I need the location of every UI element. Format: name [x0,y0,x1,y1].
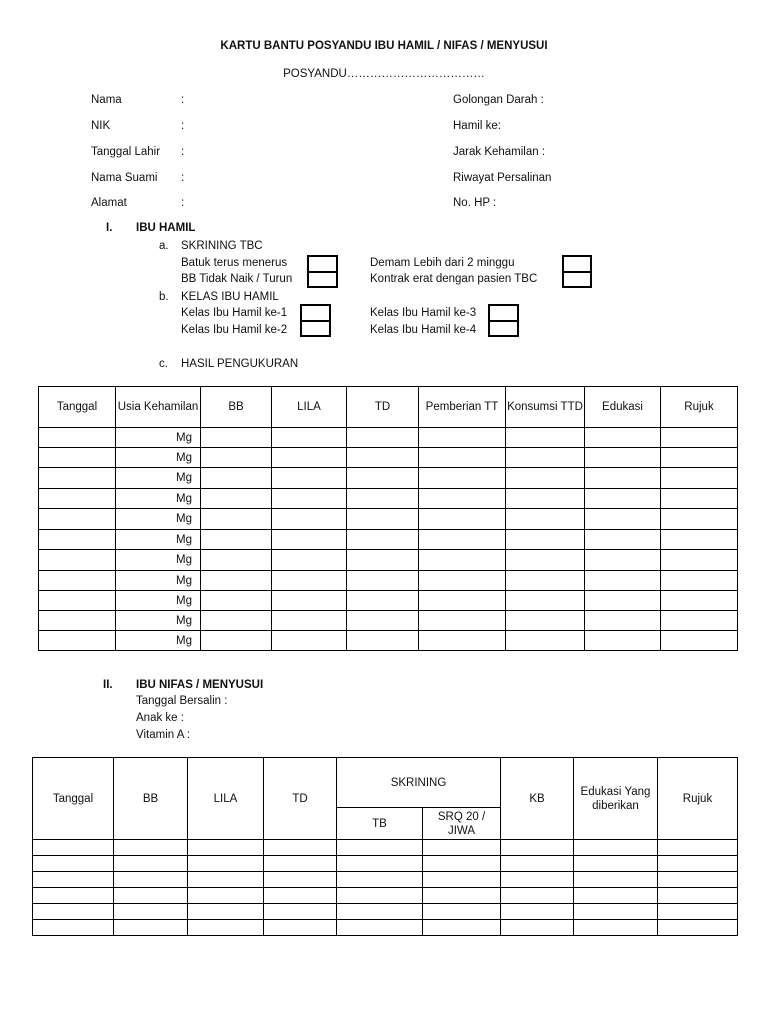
usia-kehamilan-cell[interactable]: Mg [116,428,201,448]
table-cell[interactable] [419,489,506,509]
colon-alamat: : [181,197,185,209]
label-nama-suami: Nama Suami [91,172,158,184]
t2-header-lila: LILA [188,758,264,840]
table-cell[interactable] [574,904,658,920]
table-cell[interactable] [574,888,658,904]
table-cell[interactable] [272,611,347,631]
table-cell[interactable] [658,856,738,872]
table-cell[interactable] [272,428,347,448]
table-cell[interactable] [419,591,506,611]
table-cell[interactable] [661,468,738,489]
table-cell[interactable] [585,631,661,651]
table-cell[interactable] [39,611,116,631]
table-cell[interactable] [264,888,337,904]
table-cell[interactable] [661,489,738,509]
table-cell[interactable] [506,591,585,611]
colon-tanggal-lahir: : [181,146,185,158]
table-cell[interactable] [661,611,738,631]
table-cell[interactable] [114,840,188,856]
table-cell[interactable] [337,920,423,936]
table-cell[interactable] [501,904,574,920]
label-jarak-kehamilan: Jarak Kehamilan : [453,146,546,158]
table-cell[interactable] [337,904,423,920]
table-cell[interactable] [264,840,337,856]
table-cell[interactable] [347,550,419,571]
table-cell[interactable] [585,591,661,611]
header-tanggal: Tanggal [39,387,116,428]
table-cell[interactable] [272,530,347,550]
table-cell[interactable] [201,550,272,571]
table-cell[interactable] [506,530,585,550]
table-cell[interactable] [337,872,423,888]
table-cell[interactable] [39,448,116,468]
table-cell[interactable] [114,872,188,888]
tbc-bb: BB Tidak Naik / Turun [181,273,293,285]
table-row [39,468,738,489]
table-cell[interactable] [658,920,738,936]
t2-subheader-srq: SRQ 20 / JIWA [423,808,501,840]
table-cell[interactable] [419,509,506,530]
label-hamil-ke: Hamil ke: [453,120,501,132]
table-cell[interactable] [501,872,574,888]
table-cell[interactable] [585,550,661,571]
hasil-pengukuran-title: HASIL PENGUKURAN [181,358,299,370]
table-cell[interactable] [501,888,574,904]
table-cell[interactable] [419,550,506,571]
header-bb: BB [201,387,272,428]
table-cell[interactable] [272,468,347,489]
table-cell[interactable] [337,888,423,904]
table-cell[interactable] [501,840,574,856]
table-cell[interactable] [33,856,114,872]
table-cell[interactable] [188,840,264,856]
table-cell[interactable] [661,631,738,651]
label-riwayat-persalinan: Riwayat Persalinan [453,172,552,184]
usia-kehamilan-cell[interactable]: Mg [116,631,201,651]
table-cell[interactable] [347,530,419,550]
table-row [39,428,738,448]
table-cell[interactable] [272,591,347,611]
table-row [39,530,738,550]
table-cell[interactable] [347,509,419,530]
checkbox-tbc-bb[interactable] [307,271,338,288]
table-cell[interactable] [33,904,114,920]
table-cell[interactable] [574,920,658,936]
item-c-label: c. [159,358,168,370]
vitamin-a-label: Vitamin A : [136,729,191,741]
table-cell[interactable] [661,448,738,468]
table-cell[interactable] [419,448,506,468]
header-konsumsi-ttd: Konsumsi TTD [506,387,585,428]
item-b-label: b. [159,291,169,303]
table-cell[interactable] [506,468,585,489]
table-cell[interactable] [272,448,347,468]
table-cell[interactable] [658,904,738,920]
table-cell[interactable] [114,920,188,936]
posyandu-line: POSYANDU……………………………… [283,68,485,80]
checkbox-kelas-2[interactable] [300,320,331,337]
table-cell[interactable] [501,920,574,936]
table-cell[interactable] [337,856,423,872]
table-cell[interactable] [39,571,116,591]
table-cell[interactable] [585,571,661,591]
table-cell[interactable] [347,611,419,631]
table-cell[interactable] [574,840,658,856]
table-cell[interactable] [114,888,188,904]
t2-subheader-tb: TB [337,808,423,840]
table-row [33,920,738,936]
header-lila: LILA [272,387,347,428]
ibu-nifas-table [32,757,738,936]
table-cell[interactable] [658,872,738,888]
header-rujuk: Rujuk [661,387,738,428]
table-cell[interactable] [188,920,264,936]
table-cell[interactable] [419,428,506,448]
kelas-3: Kelas Ibu Hamil ke-3 [370,307,477,319]
usia-kehamilan-cell[interactable]: Mg [116,550,201,571]
t2-header-td: TD [264,758,337,840]
usia-kehamilan-cell[interactable]: Mg [116,530,201,550]
table-cell[interactable] [201,591,272,611]
section2-title: IBU NIFAS / MENYUSUI [136,679,264,691]
table-cell[interactable] [39,530,116,550]
table-cell[interactable] [423,904,501,920]
kelas-ibu-hamil-title: KELAS IBU HAMIL [181,291,279,303]
colon-nik: : [181,120,185,132]
label-no-hp: No. HP : [453,197,497,209]
table-cell[interactable] [114,904,188,920]
table-cell[interactable] [423,920,501,936]
usia-kehamilan-cell[interactable]: Mg [116,591,201,611]
table-cell[interactable] [585,489,661,509]
document-title: KARTU BANTU POSYANDU IBU HAMIL / NIFAS / MENYUSUI [220,40,548,52]
table-cell[interactable] [661,571,738,591]
table-row [39,611,738,631]
table-cell[interactable] [272,489,347,509]
table-cell[interactable] [661,428,738,448]
header-td: TD [347,387,419,428]
table-cell[interactable] [419,611,506,631]
table-cell[interactable] [658,888,738,904]
label-nik: NIK [91,120,111,132]
table-cell[interactable] [201,489,272,509]
table-row [33,872,738,888]
table-row [39,489,738,509]
table-cell[interactable] [506,550,585,571]
label-tanggal-lahir: Tanggal Lahir [91,146,161,158]
table-cell[interactable] [585,448,661,468]
table-cell[interactable] [347,448,419,468]
table-header-row [39,387,738,428]
table-cell[interactable] [423,888,501,904]
table-cell[interactable] [39,550,116,571]
kelas-1: Kelas Ibu Hamil ke-1 [181,307,288,319]
table-cell[interactable] [347,428,419,448]
header-pemberian-tt: Pemberian TT [419,387,506,428]
table-cell[interactable] [33,888,114,904]
kelas-2: Kelas Ibu Hamil ke-2 [181,324,288,336]
colon-nama: : [181,94,185,106]
checkbox-tbc-kontrak[interactable] [562,271,592,288]
table-cell[interactable] [585,611,661,631]
table-cell[interactable] [264,904,337,920]
table-row [33,888,738,904]
table-cell[interactable] [347,591,419,611]
table-row [39,550,738,571]
table-cell[interactable] [201,611,272,631]
table-cell[interactable] [264,920,337,936]
table-cell[interactable] [201,468,272,489]
table-cell[interactable] [574,856,658,872]
header-usia-kehamilan: Usia Kehamilan [116,387,201,428]
table-cell[interactable] [264,856,337,872]
anak-ke-label: Anak ke : [136,712,184,724]
section1-title: IBU HAMIL [136,222,196,234]
table-cell[interactable] [347,489,419,509]
table-cell[interactable] [661,550,738,571]
item-a-label: a. [159,240,169,252]
usia-kehamilan-cell[interactable]: Mg [116,468,201,489]
table-cell[interactable] [347,468,419,489]
table-cell[interactable] [39,591,116,611]
usia-kehamilan-cell[interactable]: Mg [116,509,201,530]
table-cell[interactable] [419,571,506,591]
table-row [39,571,738,591]
label-golongan-darah: Golongan Darah : [453,94,544,106]
usia-kehamilan-cell[interactable]: Mg [116,571,201,591]
table-cell[interactable] [506,571,585,591]
table-cell[interactable] [201,631,272,651]
t2-header-edukasi: Edukasi Yang diberikan [574,758,658,840]
table-cell[interactable] [506,631,585,651]
table-cell[interactable] [33,840,114,856]
tbc-demam: Demam Lebih dari 2 minggu [370,257,515,269]
table-cell[interactable] [661,509,738,530]
table-cell[interactable] [39,468,116,489]
skrining-tbc-title: SKRINING TBC [181,240,263,252]
kelas-4: Kelas Ibu Hamil ke-4 [370,324,477,336]
table-cell[interactable] [33,872,114,888]
checkbox-kelas-4[interactable] [488,320,519,337]
table-cell[interactable] [201,530,272,550]
t2-header-tanggal: Tanggal [33,758,114,840]
table-cell[interactable] [188,904,264,920]
table-row [39,591,738,611]
table-cell[interactable] [39,428,116,448]
table-cell[interactable] [272,631,347,651]
tbc-batuk: Batuk terus menerus [181,257,288,269]
table-cell[interactable] [39,509,116,530]
tbc-kontrak: Kontrak erat dengan pasien TBC [370,273,538,285]
t2-header-bb: BB [114,758,188,840]
table-cell[interactable] [423,856,501,872]
table-cell[interactable] [419,530,506,550]
table-row [39,509,738,530]
table-cell[interactable] [347,631,419,651]
table-cell[interactable] [347,571,419,591]
table-cell[interactable] [39,489,116,509]
table-cell[interactable] [506,509,585,530]
table-cell[interactable] [39,631,116,651]
table-row [39,631,738,651]
t2-header-kb: KB [501,758,574,840]
table-row [33,904,738,920]
table-cell[interactable] [272,571,347,591]
table-cell[interactable] [506,428,585,448]
table-cell[interactable] [585,509,661,530]
table-cell[interactable] [201,509,272,530]
table-cell[interactable] [585,428,661,448]
table-cell[interactable] [423,840,501,856]
table-cell[interactable] [423,872,501,888]
table-cell[interactable] [661,591,738,611]
label-alamat: Alamat [91,197,127,209]
section1-number: I. [106,222,113,234]
hasil-pengukuran-table [38,386,738,651]
table-cell[interactable] [661,530,738,550]
usia-kehamilan-cell[interactable]: Mg [116,448,201,468]
table-cell[interactable] [585,468,661,489]
table-cell[interactable] [658,840,738,856]
table-cell[interactable] [506,489,585,509]
table-cell[interactable] [574,872,658,888]
table-cell[interactable] [264,872,337,888]
tanggal-bersalin-label: Tanggal Bersalin : [136,695,228,707]
label-nama: Nama [91,94,122,106]
usia-kehamilan-cell[interactable]: Mg [116,611,201,631]
table-row [39,448,738,468]
table-cell[interactable] [272,509,347,530]
usia-kehamilan-cell[interactable]: Mg [116,489,201,509]
table-cell[interactable] [585,530,661,550]
table-cell[interactable] [506,611,585,631]
table-cell[interactable] [188,888,264,904]
table-cell[interactable] [201,571,272,591]
table-cell[interactable] [272,550,347,571]
table-cell[interactable] [201,448,272,468]
colon-nama-suami: : [181,172,185,184]
header-edukasi: Edukasi [585,387,661,428]
table-cell[interactable] [419,631,506,651]
table-row [33,856,738,872]
t2-header-rujuk: Rujuk [658,758,738,840]
table-cell[interactable] [188,856,264,872]
table-cell[interactable] [419,468,506,489]
table-cell[interactable] [506,448,585,468]
table-cell[interactable] [33,920,114,936]
section2-number: II. [103,679,113,691]
t2-header-skrining: SKRINING [337,758,501,808]
table-cell[interactable] [501,856,574,872]
table-cell[interactable] [337,840,423,856]
table-cell[interactable] [188,872,264,888]
table-cell[interactable] [201,428,272,448]
table-row [33,840,738,856]
table-cell[interactable] [114,856,188,872]
table2-header-row-1 [33,758,738,808]
